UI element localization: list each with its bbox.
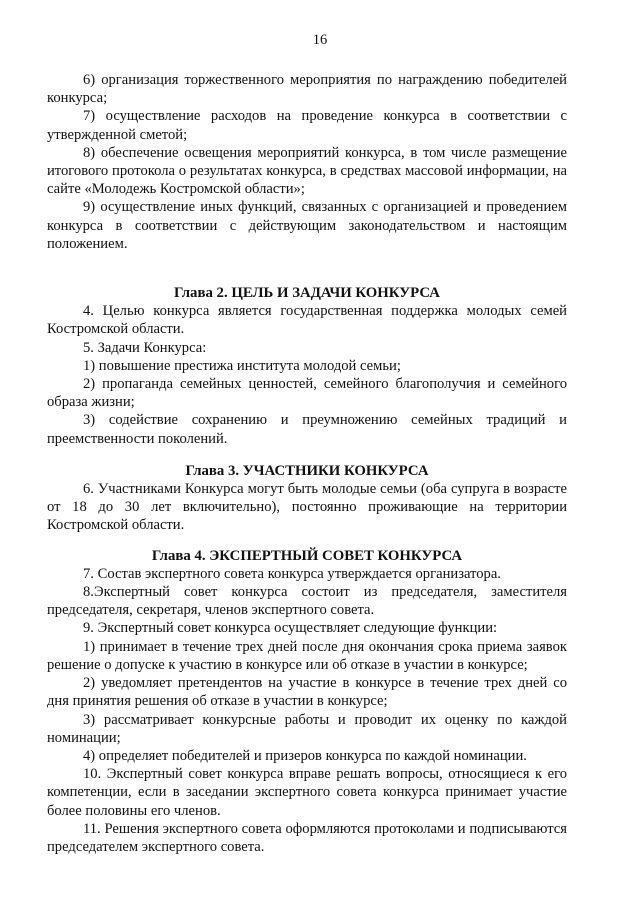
paragraph: 6. Участниками Конкурса могут быть молодые семьи (оба супруга в возрасте от 18 до 30 лет включительно), постоянно проживающие на территории Костромской области.: [47, 481, 567, 534]
list-item: 6) организация торжественного мероприятия по награждению победителей конкурса;: [47, 72, 567, 107]
list-item: 7) осуществление расходов на проведение конкурса в соответствии с утвержденной сметой;: [47, 108, 567, 143]
list-item: 2) уведомляет претендентов на участие в конкурсе в течение трех дней со дня принятия решения об отказе в участии в конкурсе;: [47, 675, 567, 710]
chapter-2-section: [47, 284, 567, 448]
list-item: 1) повышение престижа института молодой семьи;: [83, 357, 401, 374]
list-item: 2) пропаганда семейных ценностей, семейного благополучия и семейного образа жизни;: [47, 376, 567, 411]
paragraph: 8.Экспертный совет конкурса состоит из председателя, заместителя председателя, секретаря, членов экспертного совета.: [47, 584, 567, 619]
chapter-4-heading: Глава 4. ЭКСПЕРТНЫЙ СОВЕТ КОНКУРСА: [151, 547, 463, 564]
chapter-2-heading: Глава 2. ЦЕЛЬ И ЗАДАЧИ КОНКУРСА: [174, 285, 440, 302]
page-number: 16: [312, 32, 328, 48]
chapter-4-section: [47, 547, 567, 856]
chapter-3-heading: Глава 3. УЧАСТНИКИ КОНКУРСА: [185, 462, 429, 479]
paragraph: 9. Экспертный совет конкурса осуществляет следующие функции:: [83, 620, 498, 637]
list-item: 9) осуществление иных функций, связанных с организацией и проведением конкурса в соответствии с действующим законодательством и настоящим положением.: [47, 199, 567, 252]
list-item: 8) обеспечение освещения мероприятий конкурса, в том числе размещение итогового протокола о результатах конкурса, в средствах массовой информации, на сайте «Молодежь Костромской области»;: [47, 144, 567, 198]
list-item: 4) определяет победителей и призеров конкурса по каждой номинации.: [83, 747, 527, 764]
list-item: 3) содействие сохранению и преумножению семейных традиций и преемственности поколений.: [47, 412, 567, 447]
paragraph: 7. Состав экспертного совета конкурса утверждается организатора.: [83, 565, 501, 582]
chapter-3-section: [47, 462, 567, 535]
paragraph: 5. Задачи Конкурса:: [83, 339, 207, 356]
paragraph: 4. Целью конкурса является государственная поддержка молодых семей Костромской области.: [47, 303, 567, 338]
document-body: [47, 71, 567, 856]
list-item: 1) принимает в течение трех дней после дня окончания срока приема заявок решение о допуске к участию в конкурсе или об отказе в участии в конкурсе;: [47, 638, 567, 673]
intro-items: [47, 71, 567, 253]
list-item: 3) рассматривает конкурсные работы и проводит их оценку по каждой номинации;: [47, 711, 567, 746]
paragraph: 10. Экспертный совет конкурса вправе решать вопросы, относящиеся к его компетенции, если в заседании экспертного совета конкурса принимает участие более половины его членов.: [47, 766, 567, 819]
paragraph: 11. Решения экспертного совета оформляются протоколами и подписываются председателем экспертного совета.: [47, 820, 567, 855]
